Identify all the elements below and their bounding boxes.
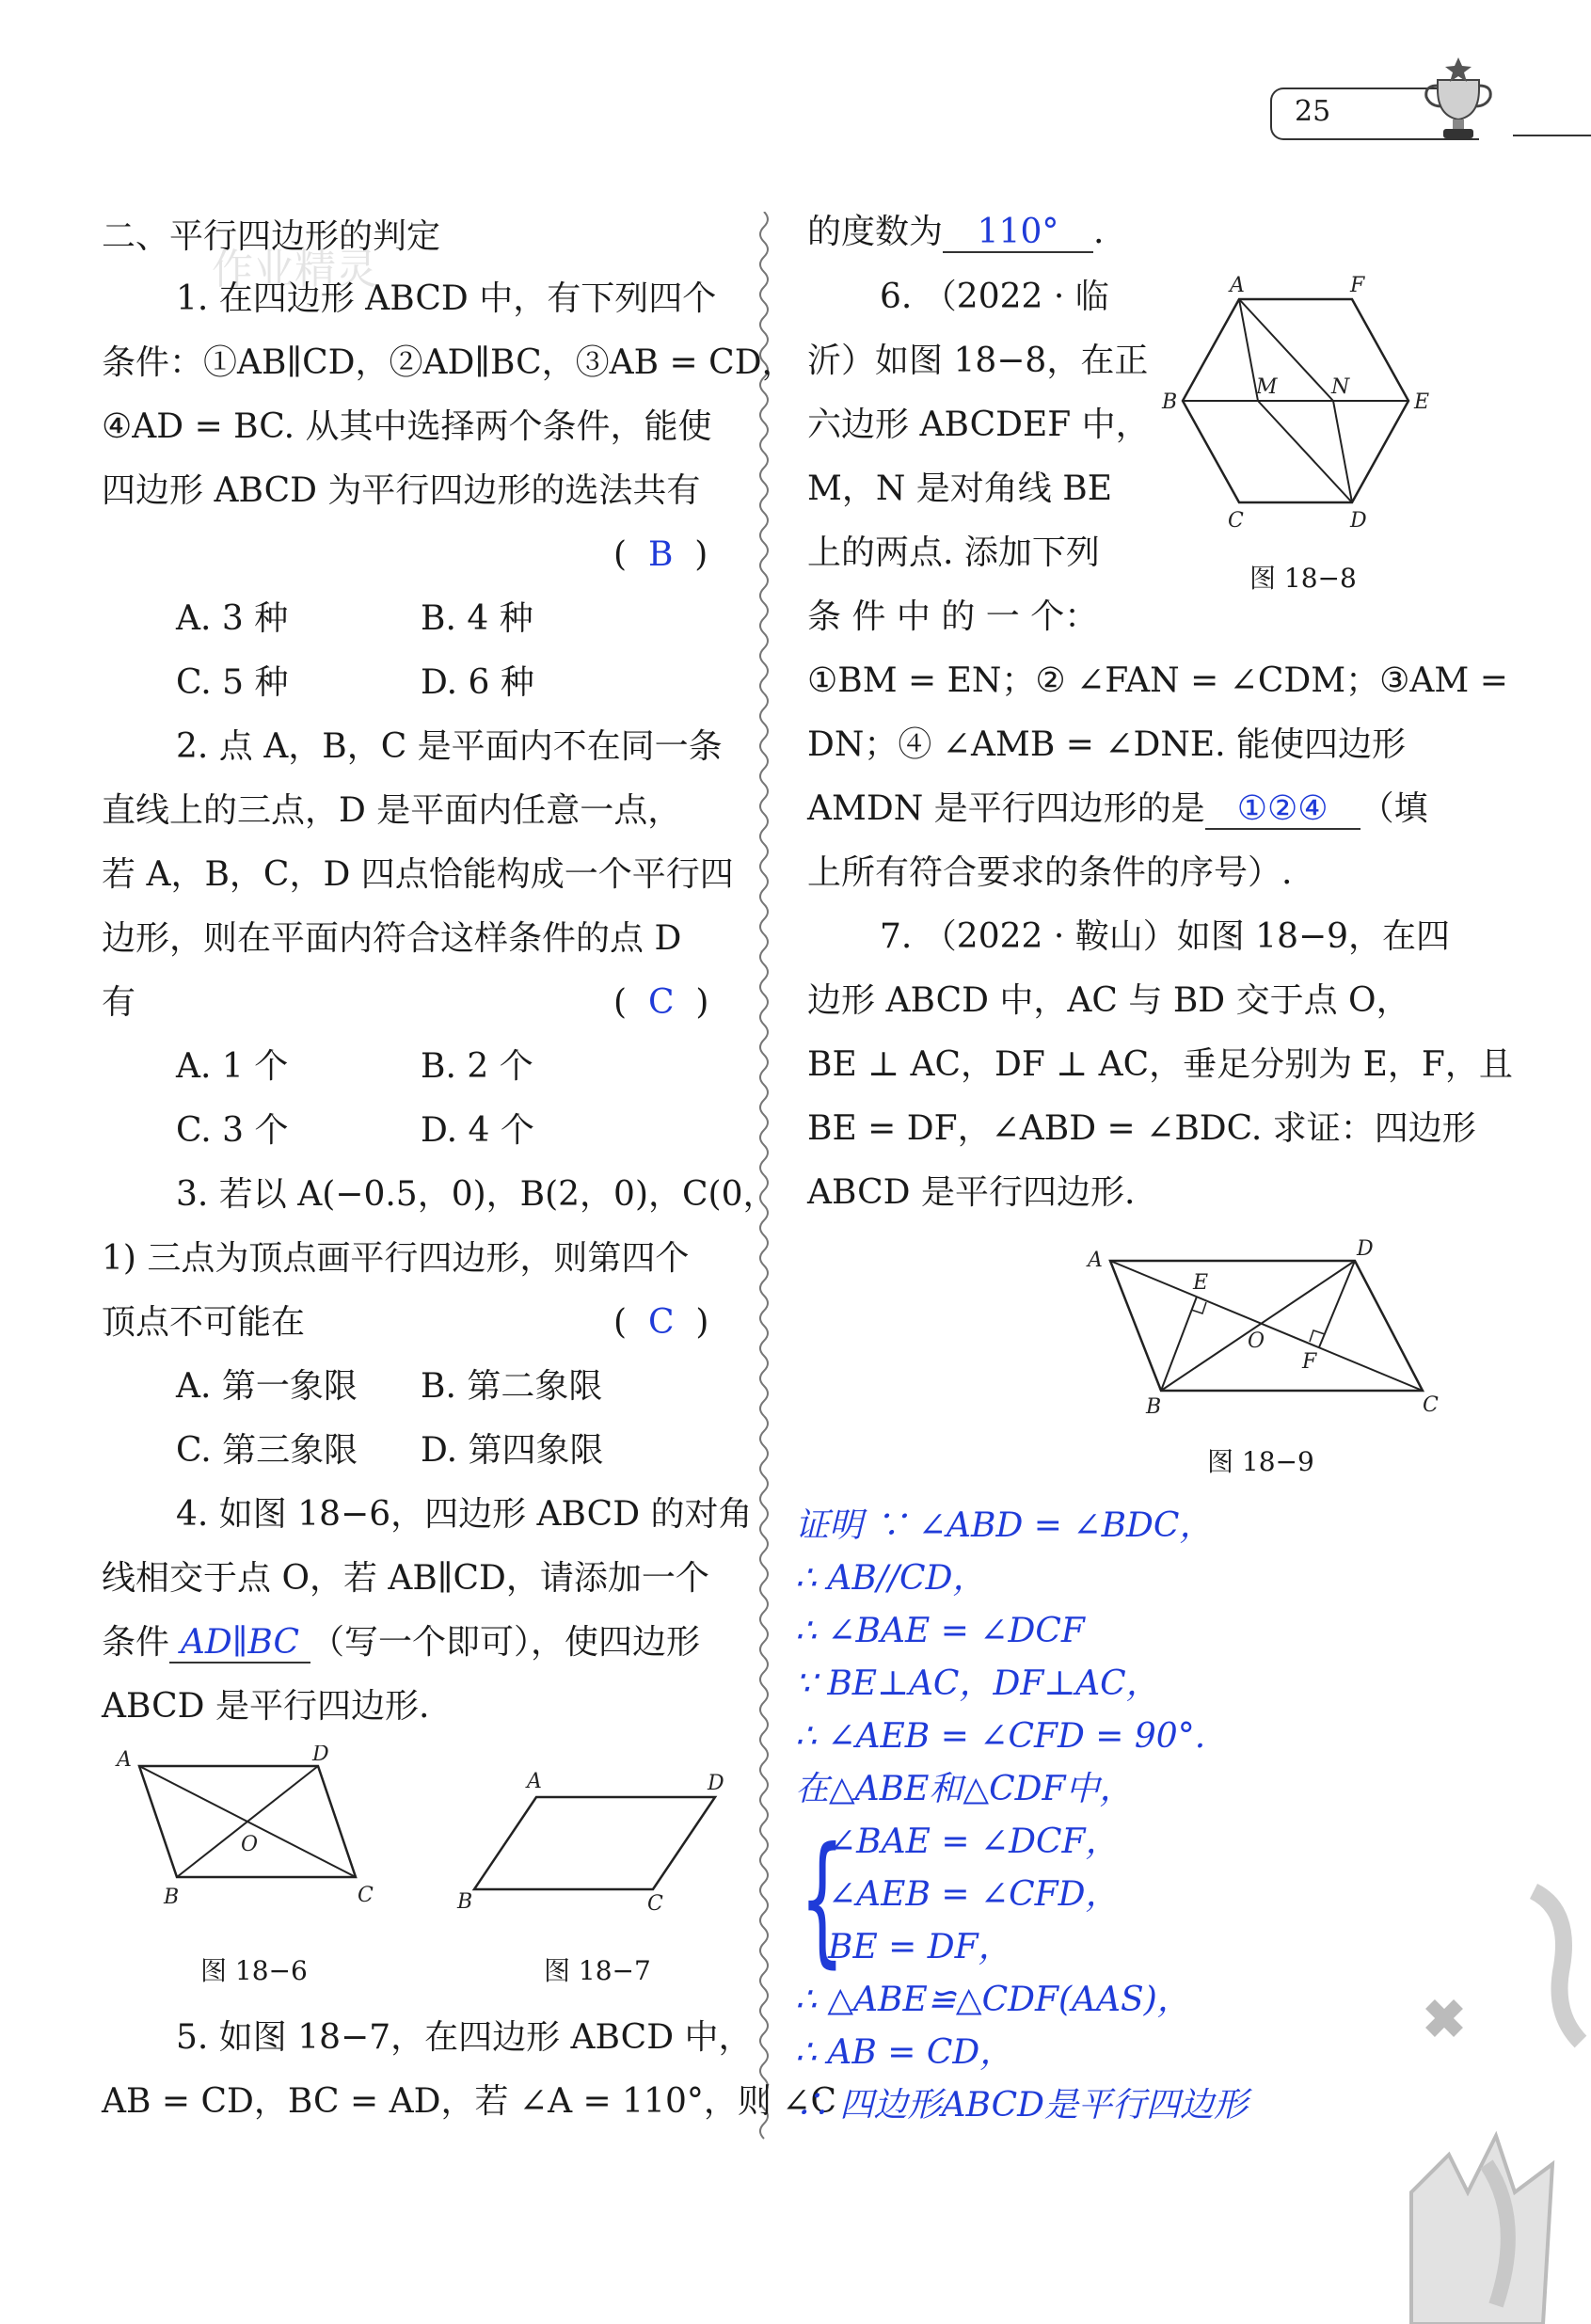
q3-line-2: 1) 三点为顶点画平行四边形，则第四个: [102, 1239, 690, 1278]
figure-18-7: [452, 1759, 743, 1919]
q5-line-3: [807, 210, 1104, 255]
fig18-8-label-e: E: [1414, 390, 1430, 414]
q6-line-10: 上所有符合要求的条件的序号）.: [807, 853, 1293, 892]
fig18-8-segment-an: [1239, 299, 1333, 401]
q1-option-a: A. 3 种: [176, 599, 289, 638]
fig18-7-label-a: A: [527, 1770, 542, 1793]
q6-line-9-post: （填: [1360, 789, 1428, 828]
q2-answer-bracket: ( C ): [613, 983, 709, 1022]
q6-line-3: 六边形 ABCDEF 中，: [807, 406, 1150, 444]
fig18-8-label-b: B: [1162, 390, 1178, 414]
q6-line-4: M，N 是对角线 BE: [807, 470, 1112, 508]
proof-line-9: ∴ 四边形ABCD是平行四边形: [795, 2086, 1248, 2125]
fig18-7-label-b: B: [457, 1890, 473, 1914]
proof-line-5: ∴ ∠AEB = ∠CFD = 90°.: [795, 1717, 1206, 1756]
q1-option-b: B. 4 种: [421, 599, 533, 638]
q7-line-4: BE = DF，∠ABD = ∠BDC. 求证：四边形: [807, 1109, 1476, 1148]
fig18-9-label-f: F: [1302, 1350, 1317, 1374]
q5-answer-blank: 110°: [943, 214, 1093, 253]
fig18-6-label-d: D: [312, 1745, 329, 1766]
fig18-8-label-n: N: [1331, 375, 1350, 399]
q1-answer: B: [647, 535, 674, 574]
proof-line-3: ∴ ∠BAE = ∠DCF: [795, 1612, 1085, 1650]
q3-option-d: D. 第四象限: [421, 1431, 604, 1470]
q5-line-1: 5. 如图 18−7，在四边形 ABCD 中，: [176, 2018, 753, 2057]
q6-line-7: ①BM = EN；② ∠FAN = ∠CDM；③AM =: [807, 661, 1508, 700]
fig18-9-label-a: A: [1088, 1249, 1103, 1272]
q4-line-2: 线相交于点 O，若 AB∥CD，请添加一个: [102, 1559, 709, 1598]
q3-option-a: A. 第一象限: [176, 1367, 358, 1406]
q2-option-d: D. 4 个: [421, 1111, 534, 1150]
q6-line-9-pre: AMDN 是平行四边形的是: [807, 789, 1205, 828]
corner-decoration: [1392, 1882, 1591, 2324]
proof-system-line-2: ∠AEB = ∠CFD，: [828, 1875, 1120, 1914]
q3-option-c: C. 第三象限: [176, 1431, 358, 1470]
fig18-9-diagonal-bd: [1161, 1261, 1355, 1391]
q4-answer-blank: AD∥BC: [169, 1624, 310, 1663]
fig18-6-label-b: B: [164, 1886, 180, 1909]
q1-line-1: 1. 在四边形 ABCD 中，有下列四个: [176, 279, 717, 318]
proof-system-brace: {: [800, 1818, 845, 1982]
q4-line-4: ABCD 是平行四边形.: [102, 1687, 430, 1726]
q6-line-1: 6. （2022 · 临: [880, 278, 1109, 316]
q4-line-1: 4. 如图 18−6，四边形 ABCD 的对角: [176, 1495, 753, 1534]
q5-line-3-pre: 的度数为: [807, 213, 944, 251]
q2-option-b: B. 2 个: [421, 1047, 533, 1086]
fig18-8-segment-dn: [1333, 401, 1352, 502]
q6-line-2: 沂）如图 18−8，在正: [807, 342, 1149, 380]
proof-line-2: ∴ AB//CD，: [795, 1559, 987, 1598]
q7-line-5: ABCD 是平行四边形.: [807, 1173, 1136, 1212]
q3-line-1: 3. 若以 A(−0.5，0)，B(2，0)，C(0，: [176, 1175, 777, 1214]
proof-line-6: 在△ABE和△CDF中，: [795, 1770, 1134, 1808]
q4-line-3-pre: 条件: [102, 1623, 170, 1662]
fig18-6-label-c: C: [358, 1884, 374, 1907]
q1-line-4: 四边形 ABCD 为平行四边形的选法共有: [102, 471, 701, 510]
q2-option-a: A. 1 个: [176, 1047, 289, 1086]
fig18-9-segment-be: [1161, 1297, 1197, 1391]
fig18-9-label-o: O: [1248, 1329, 1265, 1353]
trophy-icon: [1411, 52, 1505, 146]
proof-system-line-3: BE = DF，: [828, 1928, 1012, 1966]
fig18-8-segment-dm: [1258, 401, 1352, 502]
q1-option-c: C. 5 种: [176, 663, 289, 702]
q7-line-3: BE ⊥ AC，DF ⊥ AC，垂足分别为 E，F，且: [807, 1045, 1513, 1084]
fig18-9-caption: 图 18−9: [1207, 1446, 1314, 1477]
header-rule: [1513, 135, 1591, 136]
fig18-8-label-c: C: [1228, 509, 1244, 533]
q6-line-6: 条 件 中 的 一 个：: [807, 597, 1099, 636]
fig18-8-label-a: A: [1230, 274, 1245, 297]
proof-line-1: 证明 ∵ ∠ABD = ∠BDC，: [795, 1506, 1214, 1545]
fig18-9-label-b: B: [1146, 1395, 1162, 1419]
q1-line-2: 条件：①AB∥CD，②AD∥BC，③AB = CD，: [102, 343, 796, 382]
fig18-6-diagonal-bd: [177, 1766, 318, 1877]
page-number: 25: [1295, 95, 1331, 128]
fig18-9-label-c: C: [1423, 1393, 1439, 1417]
watermark: 作业精灵: [212, 246, 377, 294]
q6-answer-blank: ①②④: [1205, 790, 1360, 830]
q3-line-3: 顶点不可能在: [102, 1303, 306, 1342]
fig18-8-caption: 图 18−8: [1249, 563, 1357, 594]
q5-line-2: AB = CD，BC = AD，若 ∠A = 110°，则 ∠C: [102, 2082, 837, 2121]
q2-line-3: 若 A，B，C，D 四点恰能构成一个平行四: [102, 855, 734, 894]
figure-18-9: [1073, 1233, 1449, 1421]
q1-answer-bracket: ( B ): [613, 535, 708, 574]
q6-line-5: 上的两点. 添加下列: [807, 533, 1100, 572]
fig18-9-label-d: D: [1357, 1237, 1374, 1261]
q2-line-4: 边形，则在平面内符合这样条件的点 D: [102, 919, 682, 958]
proof-line-4: ∵ BE⊥AC，DF⊥AC，: [795, 1664, 1160, 1703]
page-header: [1261, 80, 1591, 146]
q1-option-d: D. 6 种: [421, 663, 534, 702]
fig18-8-label-f: F: [1350, 274, 1365, 297]
fig18-6-label-a: A: [117, 1748, 132, 1772]
fig18-7-parallelogram: [474, 1797, 715, 1889]
proof-system-line-1: ∠BAE = ∠DCF，: [828, 1823, 1120, 1861]
q7-line-2: 边形 ABCD 中，AC 与 BD 交于点 O，: [807, 981, 1410, 1020]
q5-line-3-post: .: [1093, 213, 1105, 251]
fig18-8-label-d: D: [1350, 509, 1367, 533]
q4-line-3: [102, 1620, 700, 1665]
q3-answer: C: [647, 1303, 675, 1342]
figure-18-6: [103, 1745, 386, 1915]
fig18-8-label-m: M: [1256, 375, 1278, 399]
fig18-7-label-c: C: [647, 1892, 663, 1916]
figure-18-8: [1153, 271, 1444, 544]
q2-line-2: 直线上的三点，D 是平面内任意一点，: [102, 791, 682, 830]
q2-option-c: C. 3 个: [176, 1111, 289, 1150]
q3-option-b: B. 第二象限: [421, 1367, 603, 1406]
q1-line-3: ④AD = BC. 从其中选择两个条件，能使: [102, 407, 712, 446]
fig18-9-diagonal-ac: [1110, 1261, 1423, 1391]
fig18-6-caption: 图 18−6: [200, 1955, 308, 1986]
proof-line-7: ∴ △ABE≌△CDF(AAS)，: [795, 1981, 1191, 2019]
q3-answer-bracket: ( C ): [613, 1303, 709, 1342]
fig18-9-label-e: E: [1193, 1271, 1209, 1295]
q2-answer: C: [647, 983, 675, 1022]
proof-line-8: ∴ AB = CD，: [795, 2033, 1014, 2072]
fig18-6-label-o: O: [241, 1833, 259, 1856]
section-title: 二、平行四边形的判定: [102, 217, 441, 256]
fig18-8-segment-am: [1239, 299, 1258, 401]
q2-line-5: 有: [102, 983, 136, 1022]
fig18-7-label-d: D: [708, 1772, 724, 1795]
q7-line-1: 7. （2022 · 鞍山）如图 18−9，在四: [880, 917, 1451, 956]
q6-line-8: DN；④ ∠AMB = ∠DNE. 能使四边形: [807, 725, 1407, 764]
q4-line-3-post: （写一个即可），使四边形: [310, 1623, 701, 1662]
q6-line-9: [807, 787, 1428, 832]
q2-line-1: 2. 点 A，B，C 是平面内不在同一条: [176, 727, 723, 766]
fig18-7-caption: 图 18−7: [544, 1955, 651, 1986]
